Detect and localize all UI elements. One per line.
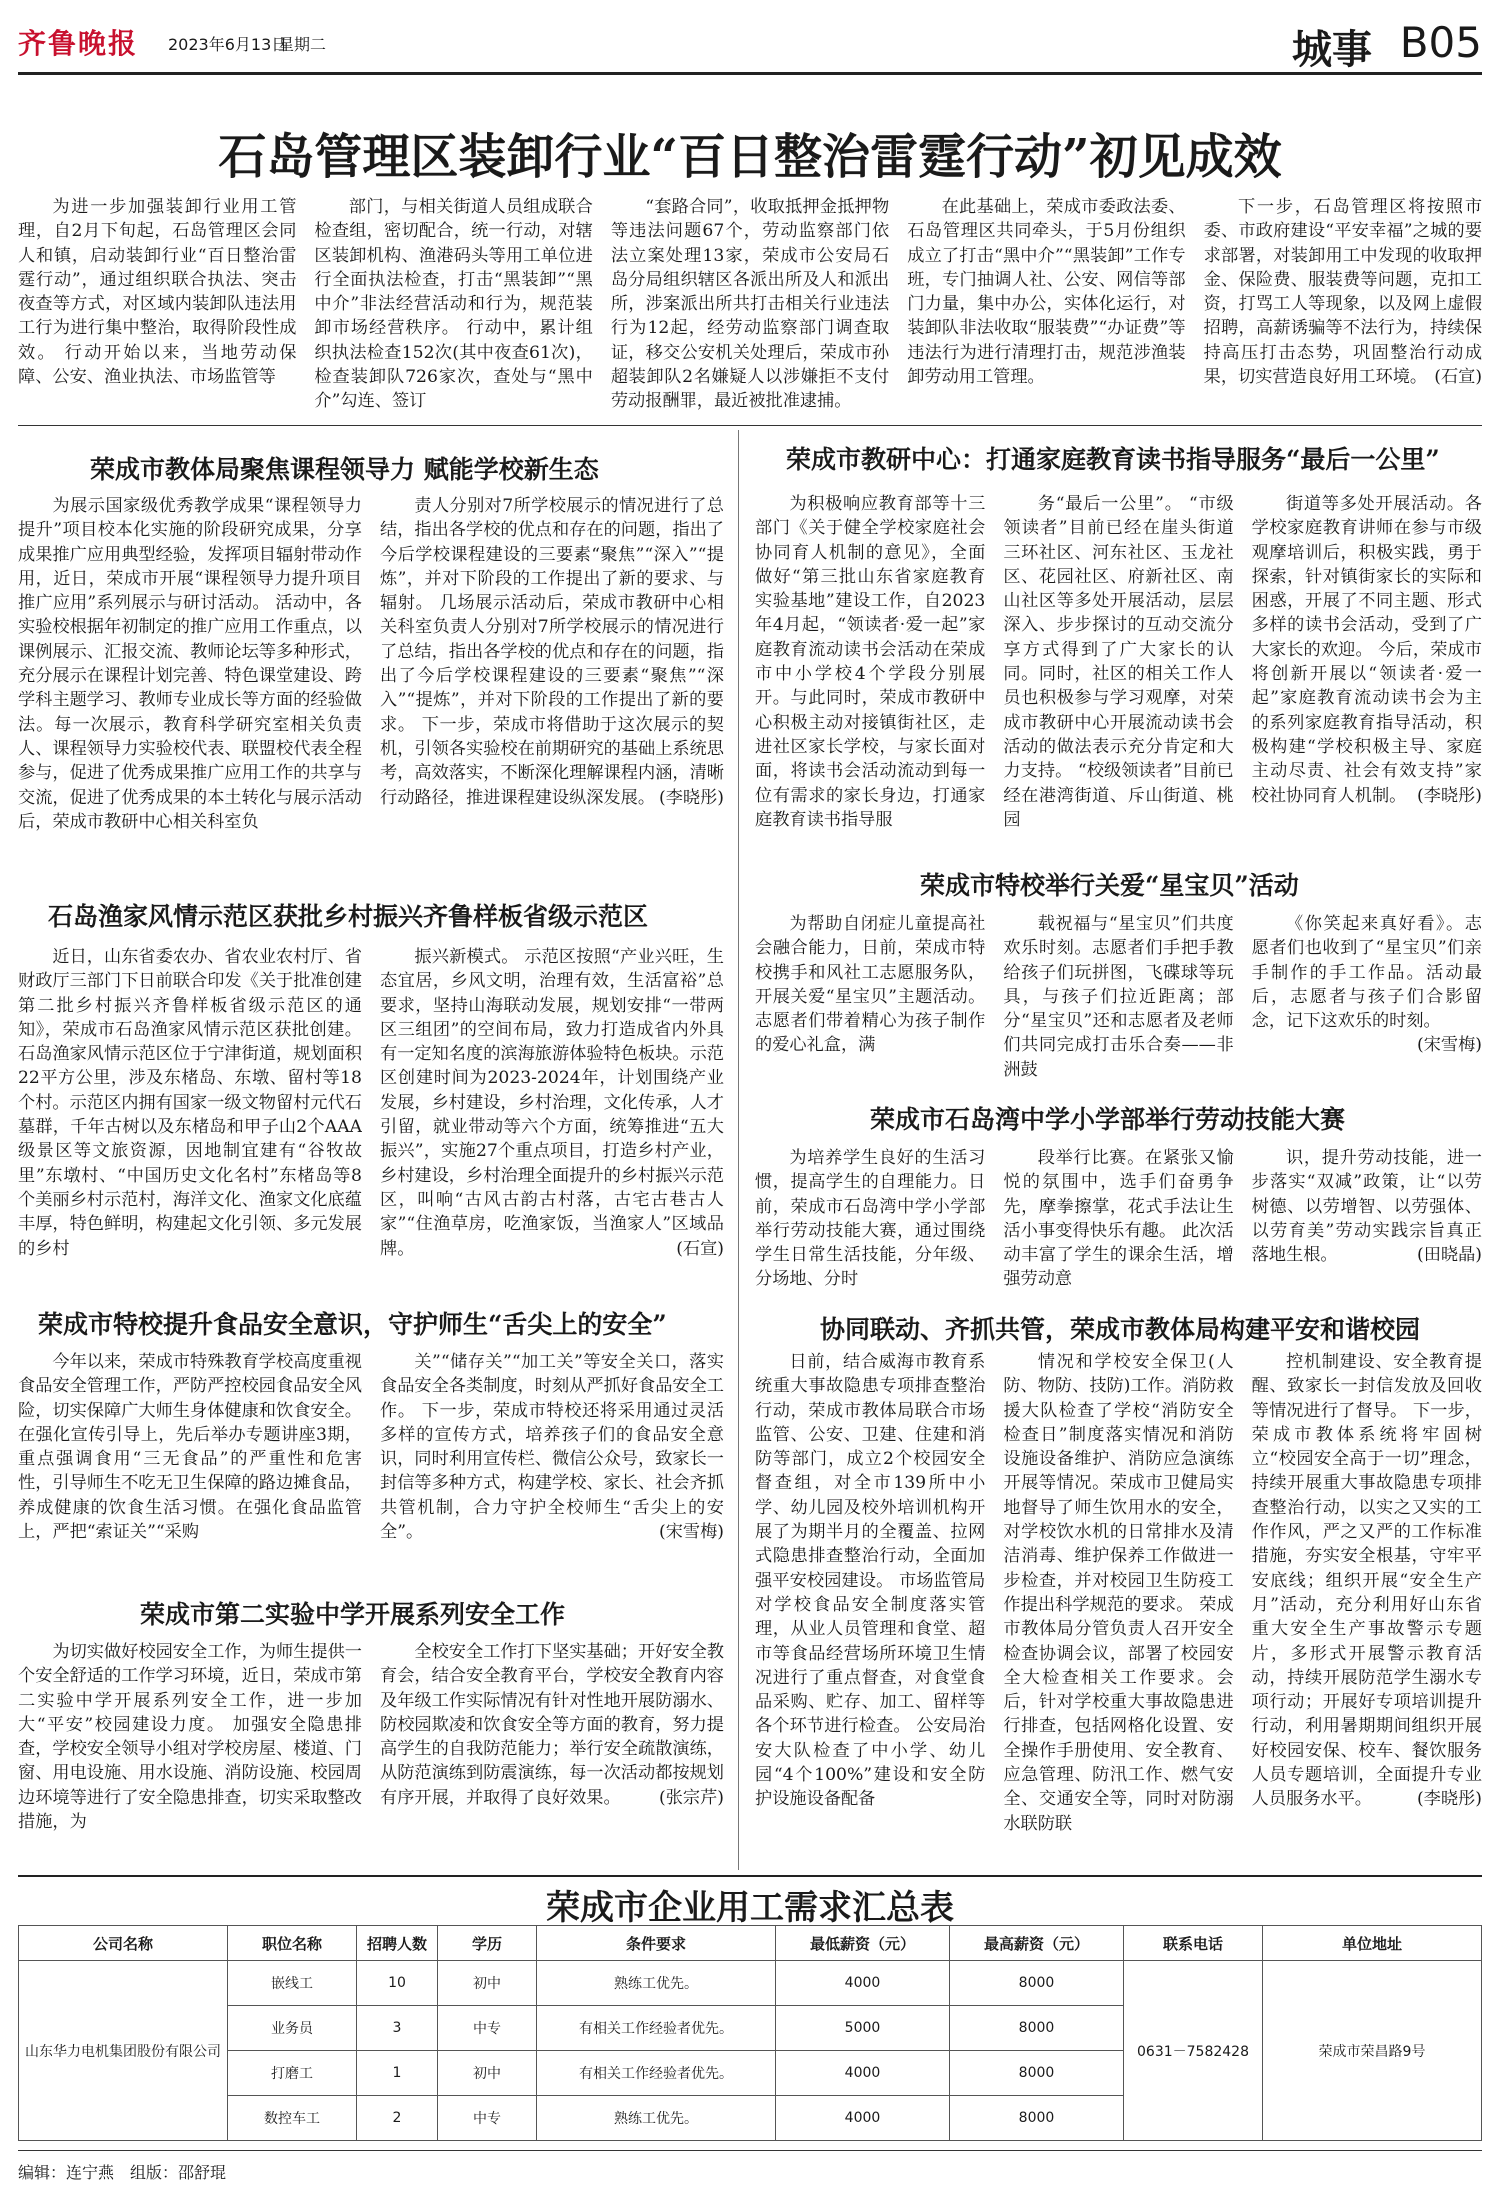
- max-salary-cell: 8000: [950, 2051, 1124, 2096]
- article-6-body: [18, 1350, 724, 1595]
- article-4-headline: 荣成市特校举行关爱“星宝贝”活动: [920, 871, 1299, 900]
- article-5-body: [755, 1146, 1482, 1301]
- article-6-byline: (宋雪梅): [659, 1522, 724, 1543]
- divider: [18, 425, 1482, 426]
- article-3-headline: 石岛渔家风情示范区获批乡村振兴齐鲁样板省级示范区: [48, 902, 649, 931]
- article-7-col-1: 为切实做好校园安全工作，为师生提供一个安全舒适的工作学习环境，近日，荣成市第二实验中学开展系列安全工作，进一步加大“平安”校园建设力度。 加强安全隐患排查，学校安全领导小组对学校房屋、楼道、门窗、用电设施、用水设施、消防设施、校园周边环境等进行了安全隐患排查，切实采取整改措施，为: [18, 1642, 362, 1833]
- article-5-col-1: 为培养学生良好的生活习惯，提高学生的自理能力。日前，荣成市石岛湾中学小学部举行劳动技能大赛，通过围绕学生日常生活技能，分年级、分场地、分时: [755, 1148, 986, 1290]
- lead-col-1: 为进一步加强装卸行业用工管理，自2月下旬起，石岛管理区会同人和镇，启动装卸行业“百日整治雷霆行动”，通过组织联合执法、突击夜查等方式，对区域内装卸队违法用工行为进行集中整治，取得阶段性成效。 行动开始以来，当地劳动保障、公安、渔业执法、市场监管等: [18, 197, 297, 388]
- footer-rule: [18, 2150, 1482, 2151]
- min-salary-cell: 4000: [776, 2096, 950, 2141]
- position-cell: 打磨工: [228, 2051, 357, 2096]
- min-salary-cell: 4000: [776, 1961, 950, 2006]
- article-5-col-2: 段举行比赛。在紧张又愉悦的氛围中，选手们奋勇争先，摩拳擦掌，花式手法让生活小事变得快乐有趣。 此次活动丰富了学生的课余生活，增强劳动意: [1003, 1148, 1234, 1290]
- article-4-byline: (宋雪梅): [1417, 1035, 1482, 1056]
- table-title: 荣成市企业用工需求汇总表: [546, 1888, 954, 1928]
- lead-col-4: 在此基础上，荣成市委政法委、石岛管理区共同牵头，于5月份组织成立了打击“黑中介”“黑装卸”工作专班，专门抽调人社、公安、网信等部门力量，集中办公，实体化运行，对装卸队非法收取“服装费”“办证费”等违法行为进行清理打击，规范涉渔装卸劳动用工管理。: [907, 197, 1186, 388]
- min-salary-cell: 4000: [776, 2051, 950, 2096]
- max-salary-cell: 8000: [950, 2006, 1124, 2051]
- article-2-col-3-text: 街道等多处开展活动。各学校家庭教育讲师在参与市级观摩培训后，积极实践，勇于探索，针对镇街家长的实际和困惑，开展了不同主题、形式多样的读书会活动，受到了广大家长的欢迎。 今后，荣成市将创新开展以“领读者·爱一起”家庭教育流动读书会为主的系列家庭教育指导活动，积极构建“学校积极主导、家庭主动尽责、社会有效支持”家校社协同育人机制。: [1251, 494, 1482, 806]
- education-cell: 初中: [438, 1961, 537, 2006]
- article-6-col-2: [380, 1350, 724, 1595]
- count-cell: 1: [357, 2051, 438, 2096]
- article-3-col-2: [380, 945, 724, 1285]
- article-2-col-1: 为积极响应教育部等十三部门《关于健全学校家庭社会协同育人机制的意见》，全面做好“第三批山东省家庭教育实验基地”建设工作，自2023年4月起，“领读者·爱一起”家庭教育流动读书会活动在荣成市中小学校4个学段分别展开。与此同时，荣成市教研中心积极主动对接镇街社区，走进社区家长学校，与家长面对面，将读书会活动流动到每一位有需求的家长身边，打通家庭教育读书指导服: [755, 494, 986, 830]
- col-company: 公司名称: [19, 1926, 228, 1961]
- position-cell: 数控车工: [228, 2096, 357, 2141]
- count-cell: 10: [357, 1961, 438, 2006]
- article-4-col-3: [1252, 912, 1482, 1084]
- company-name-cell: 山东华力电机集团股份有限公司: [19, 1961, 228, 2141]
- education-cell: 初中: [438, 2051, 537, 2096]
- requirements-cell: 熟练工优先。: [537, 2096, 776, 2141]
- section-name: 城事: [1292, 26, 1372, 73]
- column-separator: [738, 430, 739, 1870]
- col-address: 单位地址: [1263, 1926, 1482, 1961]
- article-6-col-1: 今年以来，荣成市特殊教育学校高度重视食品安全管理工作，严防严控校园食品安全风险，切实保障广大师生身体健康和饮食安全。 在强化宣传引导上，先后举办专题讲座3期，重点强调食用“三无食品”的严重性和危害性，引导师生不吃无卫生保障的路边摊食品，养成健康的饮食生活习惯。在强化食品监管上，严把“索证关”“采购: [18, 1352, 362, 1543]
- article-1-headline: 荣成市教体局聚焦课程领导力 赋能学校新生态: [90, 455, 599, 484]
- issue-weekday: 星期二: [278, 35, 327, 54]
- article-8-headline: 协同联动、齐抓共管，荣成市教体局构建平安和谐校园: [820, 1315, 1421, 1344]
- article-8-col-3: [1252, 1350, 1482, 1870]
- article-4-col-2: 载祝福与“星宝贝”们共度欢乐时刻。志愿者们手把手教给孩子们玩拼图，飞碟球等玩具，与孩子们拉近距离；部分“星宝贝”还和志愿者及老师们共同完成打击乐合奏——非洲鼓: [1003, 914, 1234, 1080]
- article-1-body: [18, 494, 724, 879]
- address-cell: 荣成市荣昌路9号: [1263, 1961, 1482, 2141]
- col-position: 职位名称: [228, 1926, 357, 1961]
- col-phone: 联系电话: [1124, 1926, 1263, 1961]
- article-5-headline: 荣成市石岛湾中学小学部举行劳动技能大赛: [870, 1105, 1346, 1134]
- article-7-byline: (张宗芹): [659, 1787, 724, 1808]
- article-8-col-1: 日前，结合威海市教育系统重大事故隐患专项排查整治行动，荣成市教体局联合市场监管、公安、卫建、住建和消防等部门，成立2个校园安全督查组，对全市139所中小学、幼儿园及校外培训机构开展了为期半月的全覆盖、拉网式隐患排查整治行动，全面加强平安校园建设。 市场监管局对学校食品安全制度落实管理，从业人员管理和食堂、超市等食品经营场所环境卫生情况进行了重点督查，对食堂食品采购、贮存、加工、留样等各个环节进行检查。 公安局治安大队检查了中小学、幼儿园“4个100%”建设和安全防护设施设备配备: [755, 1352, 986, 1810]
- article-1-byline: (李晓彤): [659, 787, 724, 808]
- count-cell: 2: [357, 2096, 438, 2141]
- article-7-col-2: [380, 1640, 724, 1865]
- max-salary-cell: 8000: [950, 1961, 1124, 2006]
- col-requirements: 条件要求: [537, 1926, 776, 1961]
- article-1-col-2: [380, 494, 724, 879]
- article-5-byline: (田晓晶): [1417, 1245, 1482, 1266]
- article-2-headline: 荣成市教研中心：打通家庭教育读书指导服务“最后一公里”: [786, 445, 1440, 474]
- lead-col-2: 部门，与相关街道人员组成联合检查组，密切配合，统一行动，对辖区装卸机构、渔港码头等用工单位进行全面执法检查，打击“黑装卸”“黑中介”非法经营活动和行为，规范装卸市场经营秩序。 行动中，累计组织执法检查152次(其中夜查61次)，检查装卸队726家次，查处与“黑中介”勾连、签订: [314, 197, 593, 412]
- article-8-col-3-text: 控机制建设、安全教育提醒、致家长一封信发放及回收等情况进行了督导。 下一步，荣成市教体系统将牢固树立“校园安全高于一切”理念，持续开展重大事故隐患专项排查整治行动，以实之又实的工作作风，严之又严的工作标准措施，夯实安全根基，守牢平安底线；组织开展“安全生产月”活动，充分利用好山东省重大安全生产事故警示专题片，多形式开展警示教育活动，持续开展防范学生溺水专项行动；开展好专项培训提升行动，利用暑期期间组织开展好校园安保、校车、餐饮服务人员专题培训，全面提升专业人员服务水平。: [1251, 1352, 1482, 1810]
- requirements-cell: 有相关工作经验者优先。: [537, 2051, 776, 2096]
- article-8-col-2: 情况和学校安全保卫(人防、物防、技防)工作。消防救援大队检查了学校“消防安全检查日”制度落实情况和消防设施设备维护、消防应急演练开展等情况。荣成市卫健局实地督导了师生饮用水的安全，对学校饮水机的日常排水及清洁消毒、维护保养工作做进一步检查，并对校园卫生防疫工作提出科学规范的要求。 荣成市教体局分管负责人召开安全检查协调会议，部署了校园安全大检查相关工作要求。会后，针对学校重大事故隐患进行排查，包括网格化设置、安全操作手册使用、安全教育、应急管理、防汛工作、燃气安全、交通安全等，同时对防溺水联防联: [1003, 1352, 1234, 1834]
- article-3-byline: (石宣): [676, 1238, 724, 1259]
- newspaper-logo: 齐鲁晚报: [18, 27, 139, 60]
- table-row: [19, 1961, 1482, 2006]
- article-5-col-3-text: 识，提升劳动技能，进一步落实“双减”政策，让“以劳树德、以劳增智、以劳强体、以劳育美”劳动实践宗旨真正落地生根。: [1251, 1148, 1482, 1266]
- article-1-col-2-text: 责人分别对7所学校展示的情况进行了总结，指出各学校的优点和存在的问题，指出了今后学校课程建设的三要素“聚焦”“深入”“提炼”，并对下阶段的工作提出了新的要求、与辐射。 几场展示活动后，荣成市教研中心相关科室负责人分别对7所学校展示的情况进行了总结，指出各学校的优点和存在的问题，指出了今后学校课程建设的三要素“聚焦”“深入”“提炼”，并对下阶段的工作提出了新的要求。 下一步，荣成市将借助于这次展示的契机，引领各实验校在前期研究的基础上系统思考，高效落实，不断深化理解课程内涵，清晰行动路径，推进课程建设纵深发展。: [380, 496, 724, 808]
- masthead: [18, 14, 1482, 75]
- article-7-body: [18, 1640, 724, 1865]
- lead-body: [18, 195, 1482, 417]
- article-7-col-2-text: 全校安全工作打下坚实基础；开好安全教育会，结合安全教育平台，学校安全教育内容及年级工作实际情况有针对性地开展防溺水、防校园欺凌和饮食安全等方面的教育，努力提高学生的自我防范能力；举行安全疏散演练，从防范演练到防震演练，每一次活动都按规划有序开展，并取得了良好效果。: [380, 1642, 724, 1808]
- lead-headline: 石岛管理区装卸行业“百日整治雷霆行动”初见成效: [218, 129, 1282, 185]
- editor-credits: 编辑：连宁燕 组版：邵舒琨: [18, 2163, 227, 2182]
- article-2-body: [755, 492, 1482, 842]
- table-top-rule: [18, 1875, 1482, 1877]
- page-number: B05: [1399, 18, 1482, 67]
- lead-col-3: “套路合同”，收取抵押金抵押物等违法问题67个，劳动监察部门依法立案处理13家，荣成市公安局石岛分局组织辖区各派出所及人和派出所，涉案派出所共打击相关行业违法行为12起，经劳动监察部门调查取证，移交公安机关处理后，荣成市孙超装卸队2名嫌疑人以涉嫌拒不支付劳动报酬罪，最近被批准逮捕。: [610, 197, 890, 412]
- education-cell: 中专: [438, 2006, 537, 2051]
- article-7-headline: 荣成市第二实验中学开展系列安全工作: [140, 1600, 566, 1629]
- lead-byline: (石宣): [1434, 367, 1483, 388]
- issue-date: 2023年6月13日: [168, 35, 288, 54]
- col-max-salary: 最高薪资（元）: [950, 1926, 1124, 1961]
- article-3-body: [18, 945, 724, 1285]
- count-cell: 3: [357, 2006, 438, 2051]
- education-cell: 中专: [438, 2096, 537, 2141]
- article-8-byline: (李晓彤): [1417, 1789, 1482, 1810]
- position-cell: 业务员: [228, 2006, 357, 2051]
- col-min-salary: 最低薪资（元）: [776, 1926, 950, 1961]
- requirements-cell: 有相关工作经验者优先。: [537, 2006, 776, 2051]
- requirements-cell: 熟练工优先。: [537, 1961, 776, 2006]
- article-2-byline: (李晓彤): [1417, 785, 1482, 806]
- article-8-body: [755, 1350, 1482, 1870]
- min-salary-cell: 5000: [776, 2006, 950, 2051]
- article-4-body: [755, 912, 1482, 1084]
- max-salary-cell: 8000: [950, 2096, 1124, 2141]
- lead-col-5: [1204, 195, 1482, 417]
- article-5-col-3: [1252, 1146, 1482, 1301]
- position-cell: 嵌线工: [228, 1961, 357, 2006]
- col-education: 学历: [438, 1926, 537, 1961]
- col-count: 招聘人数: [357, 1926, 438, 1961]
- article-4-col-3-text: 《你笑起来真好看》。志愿者们也收到了“星宝贝”们亲手制作的手工作品。活动最后，志愿者与孩子们合影留念，记下这欢乐的时刻。: [1251, 914, 1482, 1032]
- lead-col-5-text: 下一步，石岛管理区将按照市委、市政府建设“平安幸福”之城的要求部署，对装卸用工中发现的收取押金、保险费、服装费等问题，克扣工资，打骂工人等现象，以及网上虚假招聘，高薪诱骗等不法行为，持续保持高压打击态势，巩固整治行动成果，切实营造良好用工环境。: [1203, 197, 1483, 388]
- article-1-col-1: 为展示国家级优秀教学成果“课程领导力提升”项目校本化实施的阶段研究成果，分享成果推广应用典型经验，发挥项目辐射带动作用，近日，荣成市开展“课程领导力提升项目推广应用”系列展示与研讨活动。 活动中，各实验校根据年初制定的推广应用工作重点，以课例展示、汇报交流、教师论坛等多种形式，充分展示在课程计划完善、特色课堂建设、跨学科主题学习、教师专业成长等方面的经验做法。每一次展示，教育科学研究室相关负责人、课程领导力实验校代表、联盟校代表全程参与，促进了优秀成果推广应用工作的共享与交流，促进了优秀成果的本土转化与展示活动后，荣成市教研中心相关科室负: [18, 496, 362, 832]
- table-header-row: [19, 1926, 1482, 1961]
- article-3-col-1: 近日，山东省委农办、省农业农村厅、省财政厅三部门下日前联合印发《关于批准创建第二批乡村振兴齐鲁样板省级示范区的通知》，荣成市石岛渔家风情示范区获批创建。 石岛渔家风情示范区位于宁津街道，规划面积22平方公里，涉及东楮岛、东墩、留村等18个村。示范区内拥有国家一级文物留村元代石墓群，千年古树以及东楮岛和甲子山2个AAA级景区等文旅资源，因地制宜建有“谷牧故里”东墩村、“中国历史文化名村”东楮岛等8个美丽乡村示范村，海洋文化、渔家文化底蕴丰厚，特色鲜明，构建起文化引领、多元发展的乡村: [18, 947, 362, 1259]
- phone-cell: 0631－7582428: [1124, 1961, 1263, 2141]
- article-6-headline: 荣成市特校提升食品安全意识，守护师生“舌尖上的安全”: [38, 1310, 667, 1339]
- article-2-col-2: 务“最后一公里”。 “市级领读者”目前已经在崖头街道三环社区、河东社区、玉龙社区、花园社区、府新社区、南山社区等多处开展活动，层层深入、步步探讨的互动交流分享方式得到了广大家长的认同。同时，社区的相关工作人员也积极参与学习观摩，对荣成市教研中心开展流动读书会活动的做法表示充分肯定和大力支持。 “校级领读者”目前已经在港湾街道、斥山街道、桃园: [1003, 494, 1234, 830]
- article-2-col-3: [1252, 492, 1482, 842]
- article-4-col-1: 为帮助自闭症儿童提高社会融合能力，日前，荣成市特校携手和风社工志愿服务队，开展关爱“星宝贝”主题活动。 志愿者们带着精心为孩子制作的爱心礼盒，满: [755, 914, 986, 1056]
- job-demand-table: [18, 1925, 1482, 2141]
- article-6-col-2-text: 关”“储存关”“加工关”等安全关口，落实食品安全各类制度，时刻从严抓好食品安全工作。 下一步，荣成市特校还将采用通过灵活多样的宣传方式，培养孩子们的食品安全意识，同时利用宣传栏、微信公众号，致家长一封信等多种方式，构建学校、家长、社会齐抓共管机制，合力守护全校师生“舌尖上的安全”。: [380, 1352, 724, 1543]
- article-3-col-2-text: 振兴新模式。 示范区按照“产业兴旺，生态宜居，乡风文明，治理有效，生活富裕”总要求，坚持山海联动发展，规划安排“一带两区三组团”的空间布局，致力打造成省内外具有一定知名度的滨海旅游体验特色板块。示范区创建时间为2023-2024年，计划围绕产业发展，乡村建设，乡村治理，文化传承，人才引留，就业带动等六个方面，统筹推进“五大振兴”，实施27个重点项目，打造乡村产业，乡村建设，乡村治理全面提升的乡村振兴示范区，叫响“古风古韵古村落，古宅古巷古人家”“住渔草房，吃渔家饭，当渔家人”区域品牌。: [380, 947, 724, 1259]
